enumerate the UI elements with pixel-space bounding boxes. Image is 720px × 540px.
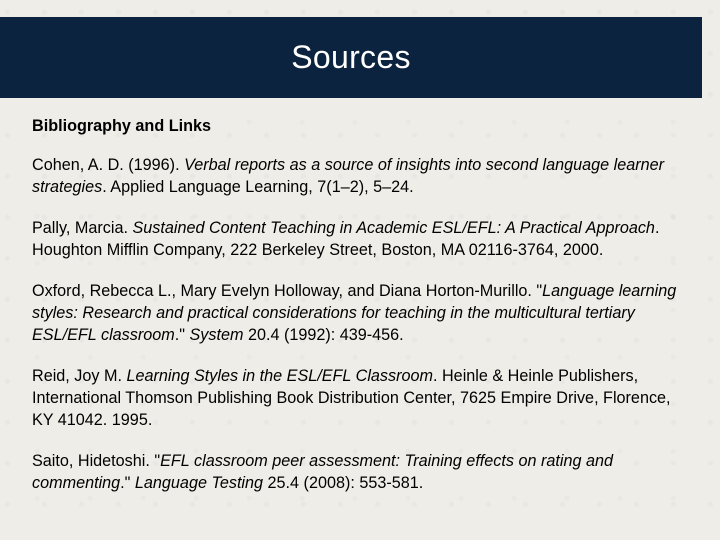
ref-text: Cohen, A. D. (1996). (32, 156, 185, 174)
slide-title: Sources (291, 39, 411, 75)
ref-journal: System (189, 326, 244, 344)
ref-text: 20.4 (1992): 439-456. (243, 326, 404, 344)
title-bar (0, 17, 702, 98)
ref-title: Learning Styles in the ESL/EFL Classroom (126, 367, 433, 385)
ref-text: . Houghton Mifflin Company, 222 Berkeley Street, Boston, MA 02116-3764, 2000. (32, 219, 660, 259)
ref-text: ." (174, 326, 190, 344)
reference-reid (32, 365, 687, 431)
ref-title: EFL classroom peer assessment: Training effects on rating and commenting (32, 452, 613, 492)
ref-text: 25.4 (2008): 553-581. (263, 474, 424, 492)
reference-oxford (32, 280, 687, 346)
ref-title: Verbal reports as a source of insights into second language learner strategies (32, 156, 664, 196)
ref-text: ." (120, 474, 135, 492)
reference-pally (32, 217, 687, 261)
ref-text: . Applied Language Learning, 7(1–2), 5–24. (102, 178, 414, 196)
ref-title: Language learning styles: Research and practical considerations for teaching in the multicultural tertiary ESL/EFL classroom (32, 282, 677, 344)
ref-text: Reid, Joy M. (32, 367, 127, 385)
ref-journal: Language Testing (134, 474, 264, 492)
ref-text: Oxford, Rebecca L., Mary Evelyn Holloway, and Diana Horton-Murillo. " (32, 282, 543, 300)
ref-text: Pally, Marcia. (32, 219, 133, 237)
ref-text: . Heinle & Heinle Publishers, International Thomson Publishing Book Distribution Center, 7625 Empire Drive, Florence, KY 41042. 1995. (32, 367, 671, 429)
reference-cohen (32, 154, 687, 198)
ref-text: Saito, Hidetoshi. " (32, 452, 161, 470)
reference-saito (32, 450, 687, 494)
section-heading: Bibliography and Links (32, 117, 211, 135)
ref-title: Sustained Content Teaching in Academic ESL/EFL: A Practical Approach (132, 219, 655, 237)
slide-content (32, 115, 687, 494)
